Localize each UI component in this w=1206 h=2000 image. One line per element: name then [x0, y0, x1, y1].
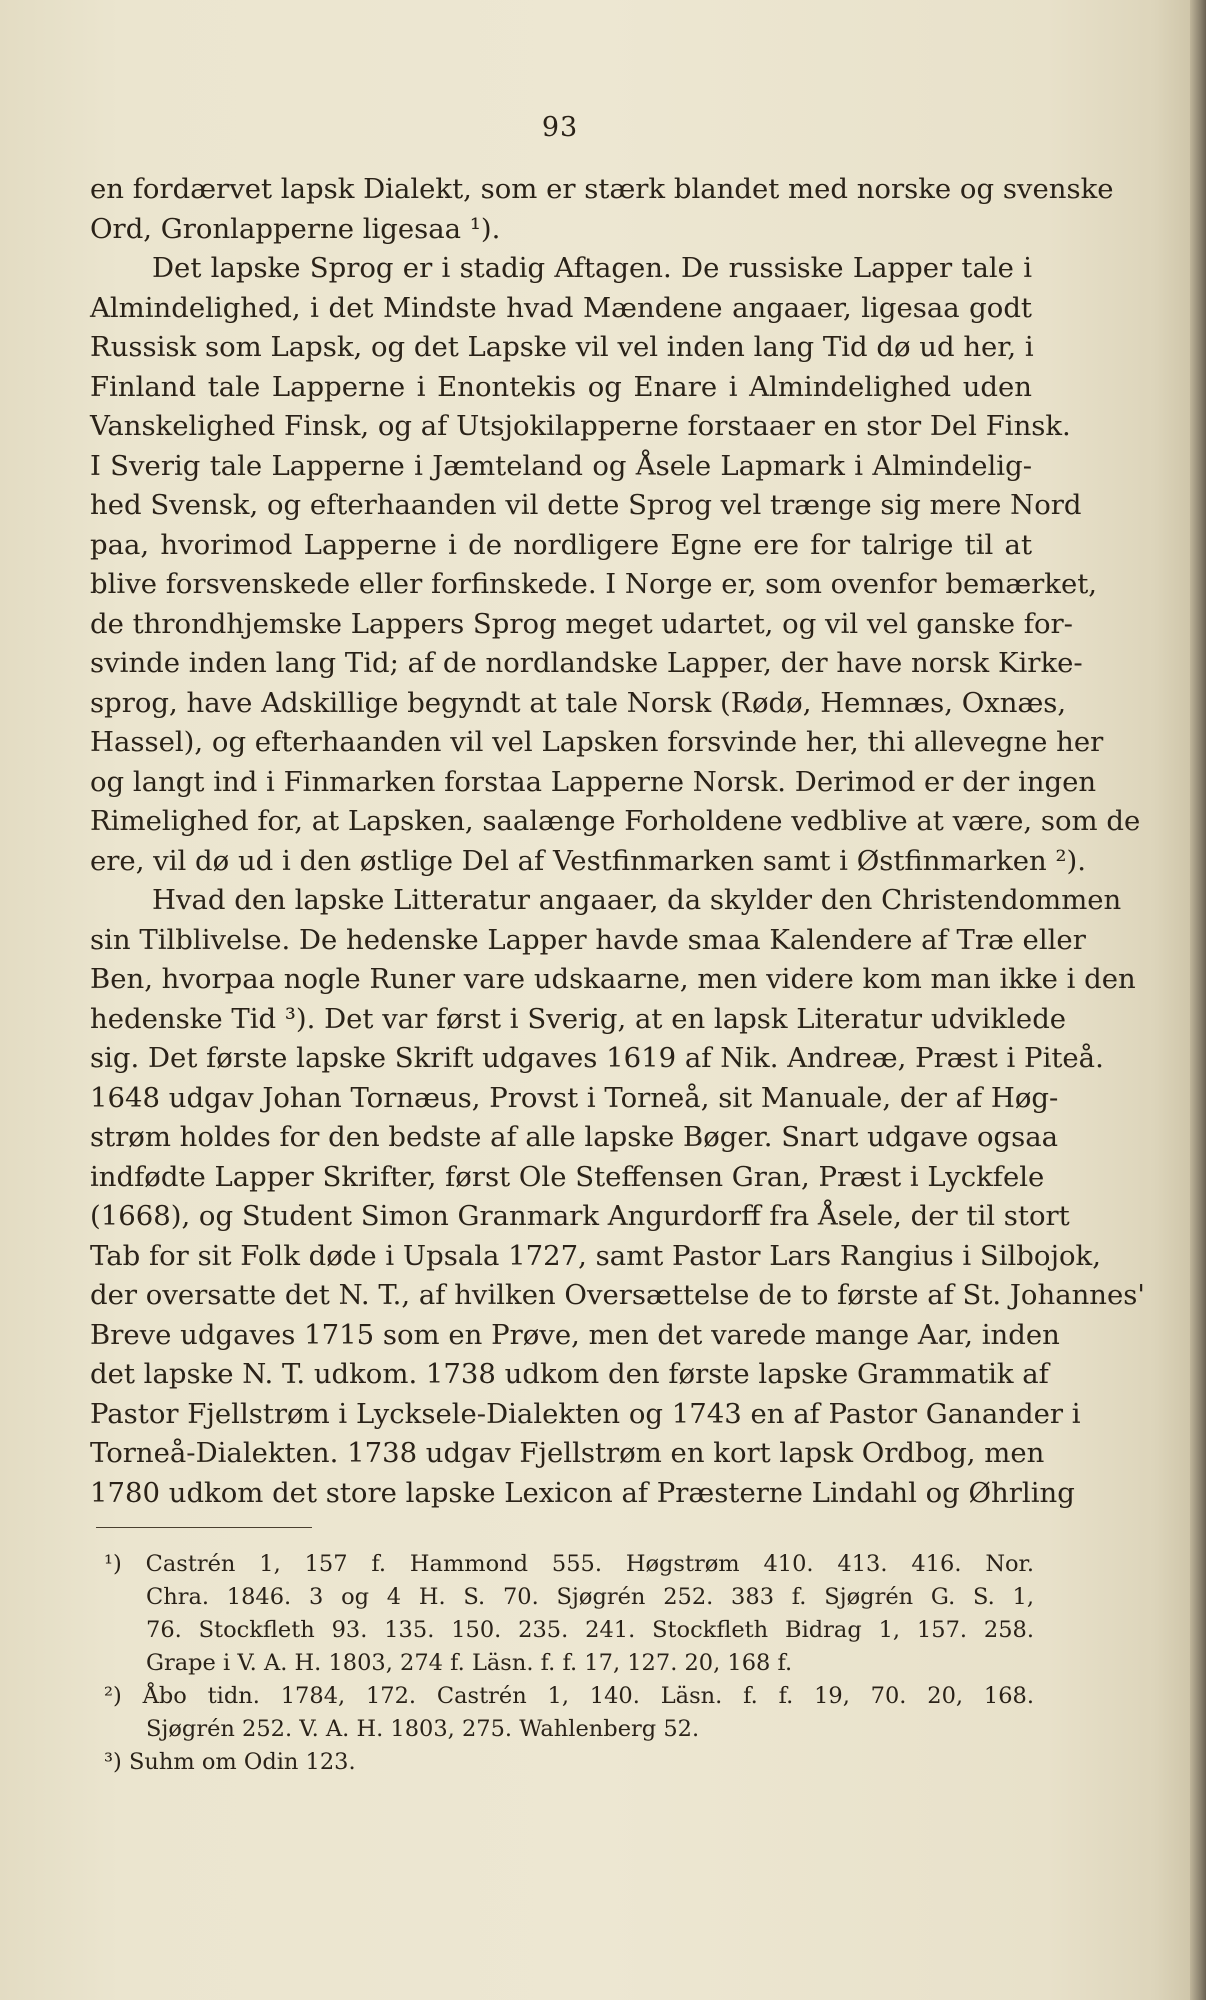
footnote-line: Grape i V. A. H. 1803, 274 f. Läsn. f. f. 17, 127. 20, 168 f. — [146, 1650, 793, 1676]
body-text — [90, 170, 1145, 1513]
text-line: Hassel), og efterhaanden vil vel Lapsken forsvinde her, thi allevegne her — [90, 726, 1104, 758]
text-line: sin Tilblivelse. De hedenske Lapper havde smaa Kalendere af Træ eller — [90, 923, 1086, 956]
text-line: der oversatte det N. T., af hvilken Oversættelse de to første af St. Johannes' — [90, 1279, 1145, 1311]
text-line: Tab for sit Folk døde i Upsala 1727, samt Pastor Lars Rangius i Silbojok, — [90, 1239, 1101, 1272]
text-line: en fordærvet lapsk Dialekt, som er stærk blandet med norske og svenske — [90, 173, 1114, 205]
text-line: Russisk som Lapsk, og det Lapske vil vel inden lang Tid dø ud her, i — [90, 331, 1034, 363]
text-line: paa, hvorimod Lapperne i de nordligere Egne ere for talrige til at — [90, 528, 1032, 561]
text-line: Hvad den lapske Litteratur angaaer, da skylder den Christendommen — [152, 884, 1122, 916]
text-line: sig. Det første lapske Skrift udgaves 1619 af Nik. Andreæ, Præst i Piteå. — [90, 1042, 1104, 1074]
page-edge-shadow — [1190, 0, 1206, 2000]
footnote-line: ¹) Castrén 1, 157 f. Hammond 555. Høgstrøm 410. 413. 416. Nor. — [104, 1551, 1034, 1577]
footnote-line: ³) Suhm om Odin 123. — [104, 1749, 356, 1775]
text-line: hed Svensk, og efterhaanden vil dette Sprog vel trænge sig mere Nord — [90, 489, 1082, 521]
footnote-line: ²) Åbo tidn. 1784, 172. Castrén 1, 140. Läsn. f. f. 19, 70. 20, 168. — [104, 1683, 1034, 1709]
footnote-line: 76. Stockfleth 93. 135. 150. 235. 241. Stockfleth Bidrag 1, 157. 258. — [146, 1617, 1034, 1643]
text-line: strøm holdes for den bedste af alle lapske Bøger. Snart udgave ogsaa — [90, 1121, 1059, 1153]
text-line: ere, vil dø ud i den østlige Del af Vestfinmarken samt i Østfinmarken ²). — [90, 844, 1086, 877]
text-line: og langt ind i Finmarken forstaa Lapperne Norsk. Derimod er der ingen — [90, 765, 1097, 798]
text-line: Vanskelighed Finsk, og af Utsjokilapperne forstaaer en stor Del Finsk. — [90, 410, 1071, 442]
text-line: Det lapske Sprog er i stadig Aftagen. De russiske Lapper tale i — [152, 252, 1032, 284]
text-line: (1668), og Student Simon Granmark Angurdorff fra Åsele, der til stort — [90, 1200, 1070, 1232]
text-line: I Sverig tale Lapperne i Jæmteland og Åsele Lapmark i Almindelig- — [90, 449, 1032, 482]
text-line: Breve udgaves 1715 som en Prøve, men det varede mange Aar, inden — [90, 1318, 1060, 1351]
page-number: 93 — [541, 112, 579, 143]
text-line: indfødte Lapper Skrifter, først Ole Steffensen Gran, Præst i Lyckfele — [90, 1160, 1045, 1193]
footnote-divider — [96, 1527, 312, 1528]
footnotes — [104, 1548, 1034, 1779]
text-line: Torneå-Dialekten. 1738 udgav Fjellstrøm en kort lapsk Ordbog, men — [90, 1437, 1045, 1469]
text-line: Ord, Gronlapperne ligesaa ¹). — [90, 212, 501, 245]
text-line: 1780 udkom det store lapske Lexicon af Præsterne Lindahl og Øhrling — [90, 1476, 1075, 1509]
text-line: Pastor Fjellstrøm i Lycksele-Dialekten og 1743 en af Pastor Ganander i — [90, 1397, 1081, 1430]
text-line: de throndhjemske Lappers Sprog meget udartet, og vil vel ganske for- — [90, 607, 1073, 640]
text-line: sprog, have Adskillige begyndt at tale Norsk (Rødø, Hemnæs, Oxnæs, — [90, 686, 1067, 719]
text-line: svinde inden lang Tid; af de nordlandske Lapper, der have norsk Kirke- — [90, 647, 1083, 679]
text-line: Ben, hvorpaa nogle Runer vare udskaarne, men videre kom man ikke i den — [90, 963, 1136, 995]
text-line: det lapske N. T. udkom. 1738 udkom den første lapske Grammatik af — [90, 1358, 1049, 1390]
text-line: 1648 udgav Johan Tornæus, Provst i Torneå, sit Manuale, der af Høg- — [90, 1081, 1059, 1114]
text-line: Rimelighed for, at Lapsken, saalænge Forholdene vedblive at være, som de — [90, 805, 1141, 837]
text-line: Almindelighed, i det Mindste hvad Mændene angaaer, ligesaa godt — [90, 291, 1032, 324]
text-line: hedenske Tid ³). Det var først i Sverig, at en lapsk Literatur udviklede — [90, 1002, 1067, 1035]
text-line: blive forsvenskede eller forfinskede. I Norge er, som ovenfor bemærket, — [90, 568, 1098, 600]
footnote-line: Sjøgrén 252. V. A. H. 1803, 275. Wahlenberg 52. — [146, 1716, 700, 1742]
text-line: Finland tale Lapperne i Enontekis og Enare i Almindelighed uden — [90, 370, 1032, 403]
footnote-line: Chra. 1846. 3 og 4 H. S. 70. Sjøgrén 252. 383 f. Sjøgrén G. S. 1, — [146, 1584, 1034, 1610]
